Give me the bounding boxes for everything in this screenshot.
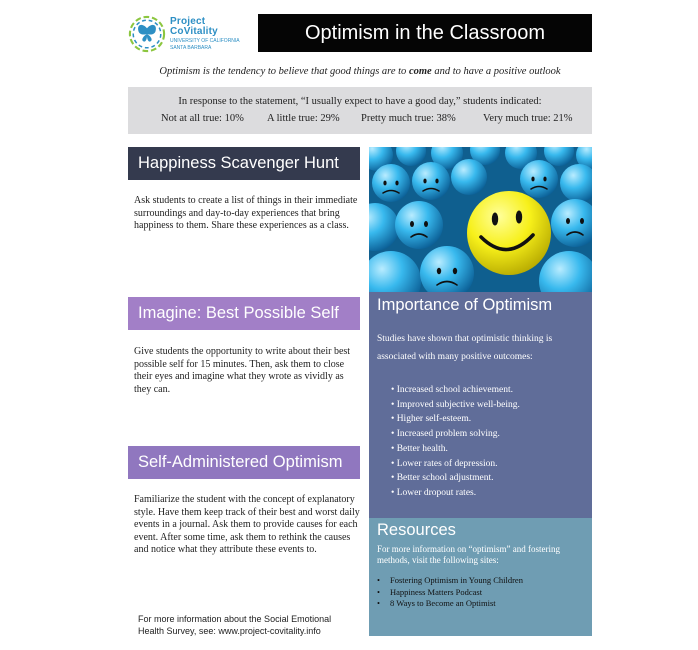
tagline-text: Optimism is the tendency to believe that good things are to xyxy=(159,66,409,77)
response-pretty-much: Pretty much true: 38% xyxy=(361,113,456,124)
list-item: • Higher self-esteem. xyxy=(391,414,472,425)
resources-title: Resources xyxy=(377,521,456,539)
list-item: • Lower dropout rates. xyxy=(391,487,477,498)
section-heading-best-possible-self: Imagine: Best Possible Self xyxy=(128,297,360,330)
page-title: Optimism in the Classroom xyxy=(258,14,592,52)
resource-link-8-ways[interactable]: • 8 Ways to Become an Optimist xyxy=(377,598,523,610)
response-not-at-all: Not at all true: 10% xyxy=(161,113,244,124)
list-item: • Better school adjustment. xyxy=(391,473,494,484)
butterfly-logo-icon xyxy=(128,15,166,53)
list-item: • Improved subjective well-being. xyxy=(391,399,520,410)
importance-panel xyxy=(369,292,592,518)
survey-question: In response to the statement, “I usually expect to have a good day,” students indicated: xyxy=(178,96,542,107)
tagline-emphasis: come xyxy=(408,66,432,77)
project-covitality-logo[interactable] xyxy=(128,14,253,54)
footer-note xyxy=(138,613,331,637)
section-body-best-possible-self: Give students the opportunity to write about their best possible self for 15 minutes. Then, ask them to close their eyes and imagine what they wrote as vividly as they can. xyxy=(134,346,351,395)
footer-line[interactable]: Health Survey, see: www.project-covitality.info xyxy=(138,626,321,636)
importance-intro: Studies have shown that optimistic thinking is associated with many positive outcomes: xyxy=(377,334,553,362)
section-body-self-administered: Familiarize the student with the concept of explanatory style. Have them keep track of their best and worst daily events in a journal. Ask them to provide causes for each event. After some time, ask them to rethink the causes and notice what they attribute these events to. xyxy=(134,494,360,555)
tagline-text: and to have a positive outlook xyxy=(431,66,561,77)
resources-list xyxy=(377,575,523,610)
section-heading-scavenger-hunt: Happiness Scavenger Hunt xyxy=(128,147,360,180)
resources-panel xyxy=(369,518,592,636)
list-item: • Better health. xyxy=(391,443,448,454)
list-item: • Increased problem solving. xyxy=(391,429,500,440)
list-item: • Increased school achievement. xyxy=(391,385,514,395)
footer-line: For more information about the Social Emotional xyxy=(138,614,332,624)
section-body-scavenger-hunt: Ask students to create a list of things in their immediate surroundings and day-to-day experiences that bring happiness to them. Share these experiences as a class. xyxy=(134,195,358,231)
list-item: • Lower rates of depression. xyxy=(391,458,498,469)
section-heading-self-administered: Self-Administered Optimism xyxy=(128,446,360,479)
smiley-balls-image xyxy=(369,147,592,292)
importance-list xyxy=(391,383,520,501)
resources-intro: For more information on “optimism” and fostering methods, visit the following sites: xyxy=(377,544,560,565)
resource-link-fostering-optimism[interactable]: • Fostering Optimism in Young Children xyxy=(377,575,523,587)
logo-subtitle: UNIVERSITY OF CALIFORNIA xyxy=(170,38,240,44)
smiley-illustration xyxy=(369,147,592,292)
response-very-much: Very much true: 21% xyxy=(483,113,573,124)
resource-link-happiness-podcast[interactable]: • Happiness Matters Podcast xyxy=(377,587,523,599)
response-a-little: A little true: 29% xyxy=(267,113,340,124)
survey-stats-box xyxy=(128,87,592,134)
survey-responses xyxy=(128,113,592,127)
tagline xyxy=(120,66,600,77)
logo-subtitle: SANTA BARBARA xyxy=(170,45,212,51)
logo-title: Project CoVitality xyxy=(170,16,218,37)
importance-title: Importance of Optimism xyxy=(377,296,553,314)
